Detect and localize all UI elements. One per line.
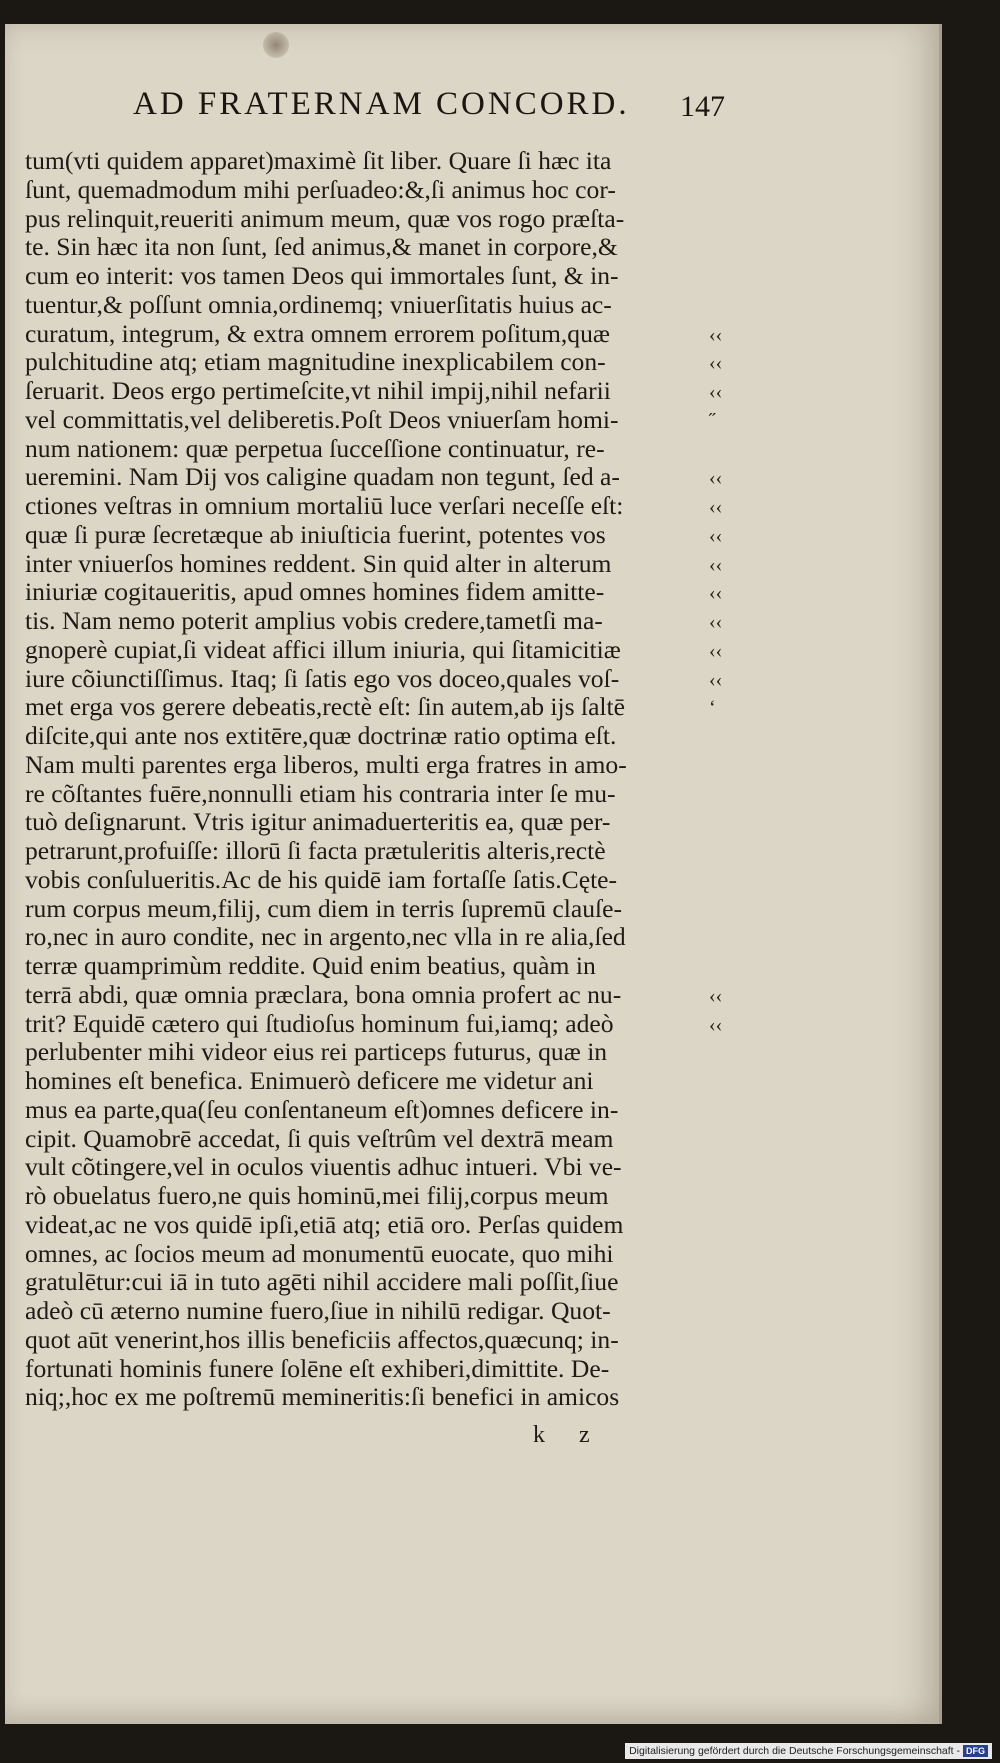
margin-mark: ‹‹: [709, 984, 723, 1007]
text-line: quæ ſi puræ ſecretæque ab iniuſticia fuerint, potentes vos: [25, 520, 606, 549]
text-line: terrā abdi, quæ omnia præclara, bona omnia profert ac nu-: [25, 980, 622, 1009]
text-line: vult cõtingere,vel in oculos viuentis adhuc intueri. Vbi ve-: [25, 1153, 622, 1182]
text-line: inter vniuerſos homines reddent. Sin quid alter in alterum: [25, 549, 612, 578]
body-text: [25, 147, 725, 1412]
margin-mark: ʻ: [709, 697, 716, 720]
text-line: perlubenter mihi videor eius rei particeps futurus, quæ in: [25, 1038, 608, 1067]
text-line: iure cõiunctiſſimus. Itaq; ſi ſatis ego vos doceo,quales voſ-: [25, 664, 620, 693]
page-number: 147: [680, 90, 725, 123]
text-line: te. Sin hæc ita non ſunt, ſed animus,& manet in corpore,&: [25, 233, 618, 262]
text-line: ſunt, quemadmodum mihi perſuadeo:&,ſi animus hoc cor-: [25, 175, 616, 204]
margin-mark: ‹‹: [709, 381, 723, 403]
credit-text: Digitalisierung gefördert durch die Deutsche Forschungsgemeinschaft -: [629, 1745, 960, 1757]
text-line: cum eo interit: vos tamen Deos qui immortales ſunt, & in-: [25, 262, 619, 290]
text-line: ro,nec in auro condite, nec in argento,nec vlla in re alia,ſed: [25, 923, 626, 952]
text-line: niq;,hoc ex me poſtremū memineritis:ſi benefici in amicos: [25, 1383, 620, 1412]
margin-mark: ‹‹: [709, 668, 723, 691]
margin-mark: ‹‹: [709, 553, 723, 576]
margin-mark: ‹‹: [709, 611, 723, 633]
margin-mark: ‹‹: [709, 467, 723, 490]
running-head: AD FRATERNAM CONCORD.: [133, 86, 630, 122]
text-line: terræ quamprimùm reddite. Quid enim beatius, quàm in: [25, 952, 596, 980]
text-line: vobis conſulueritis.Ac de his quidē iam fortaſſe ſatis.Cęte-: [25, 865, 618, 894]
text-line: fortunati hominis funere ſolēne eſt exhiberi,dimittite. De-: [25, 1354, 610, 1383]
text-line: pulchitudine atq; etiam magnitudine inexplicabilem con-: [25, 348, 606, 377]
text-line: petrarunt,profuiſſe: illorū ſi facta prætuleritis alteris,rectè: [25, 837, 606, 865]
text-line: tis. Nam nemo poterit amplius vobis credere,tametſi ma-: [25, 607, 603, 635]
text-line: vel committatis,vel deliberetis.Poſt Deos vniuerſam homi-: [25, 405, 619, 434]
margin-mark: ‹‹: [709, 639, 723, 662]
margin-mark: ‹‹: [709, 323, 723, 346]
text-line: adeò cū æterno numine fuero,ſiue in nihilū redigar. Quot-: [25, 1297, 611, 1325]
margin-mark: ‹‹: [709, 496, 723, 518]
dfg-logo: DFG: [963, 1745, 988, 1757]
text-line: gratulētur:cui iā in tuto agēti nihil accidere mali poſſit,ſiue: [25, 1268, 619, 1297]
text-line: re cõſtantes fuēre,nonnulli etiam his contraria inter ſe mu-: [25, 779, 616, 808]
margin-mark: ‹‹: [709, 352, 723, 375]
text-line: trit? Equidē cætero qui ſtudioſus hominum fui,iamq; adeò: [25, 1009, 614, 1038]
text-line: pus relinquit,reueriti animum meum, quæ vos rogo præſta-: [25, 204, 625, 233]
text-line: quot aūt venerint,hos illis beneficiis affectos,quæcunq; in-: [25, 1325, 619, 1354]
text-line: num nationem: quæ perpetua ſucceſſione continuatur, re-: [25, 434, 605, 463]
margin-mark: ‹‹: [709, 582, 723, 605]
text-line: ueremini. Nam Dij vos caligine quadam non tegunt, ſed a-: [25, 463, 620, 492]
text-line: met erga vos gerere debeatis,rectè eſt: ſin autem,ab ijs ſaltē: [25, 693, 626, 722]
text-line: iniuriæ cogitaueritis, apud omnes homines fidem amitte-: [25, 578, 605, 607]
text-line: tuentur,& poſſunt omnia,ordinemq; vniuerſitatis huius ac-: [25, 290, 612, 319]
text-line: homines eſt benefica. Enimuerò deficere me videtur ani: [25, 1067, 594, 1095]
text-line: mus ea parte,qua(ſeu conſentaneum eſt)omnes deficere in-: [25, 1095, 619, 1124]
text-line: ſeruarit. Deos ergo pertimeſcite,vt nihil impij,nihil nefarii: [25, 377, 611, 405]
text-line: tuò deſignarunt. Vtris igitur animaduerteritis ea, quæ per-: [25, 808, 611, 837]
margin-mark: ‹‹: [709, 524, 723, 547]
text-line: gnoperè cupiat,ſi videat affici illum iniuria, qui ſitamicitiæ: [25, 635, 621, 664]
text-line: omnes, ac ſocios meum ad monumentū euocate, quo mihi: [25, 1239, 614, 1268]
book-page: [5, 24, 942, 1724]
text-line: cipit. Quamobrē accedat, ſi quis veſtrûm vel dextrā meam: [25, 1124, 614, 1153]
margin-mark: ˝: [709, 409, 716, 432]
margin-mark: ‹‹: [709, 1013, 723, 1036]
text-line: rò obuelatus fuero,ne quis hominū,mei filij,corpus meum: [25, 1182, 609, 1210]
text-line: tum(vti quidem apparet)maximè ſit liber. Quare ſi hæc ita: [25, 147, 612, 175]
text-line: curatum, integrum, & extra omnem errorem poſitum,quæ: [25, 319, 610, 348]
text-line: rum corpus meum,filij, cum diem in terris ſupremū clauſe-: [25, 894, 623, 923]
paper-stain: [263, 32, 289, 58]
text-line: diſcite,qui ante nos extitēre,quæ doctrinæ ratio optima eſt.: [25, 722, 617, 750]
text-line: Nam multi parentes erga liberos, multi erga fratres in amo-: [25, 750, 627, 779]
digitization-credit: [625, 1743, 992, 1759]
text-line: ctiones veſtras in omnium mortaliū luce verſari neceſſe eſt:: [25, 492, 624, 520]
text-line: videat,ac ne vos quidē ipſi,etiā atq; etiā oro. Perſas quidem: [25, 1210, 624, 1239]
signature-mark: k z: [533, 1422, 604, 1448]
